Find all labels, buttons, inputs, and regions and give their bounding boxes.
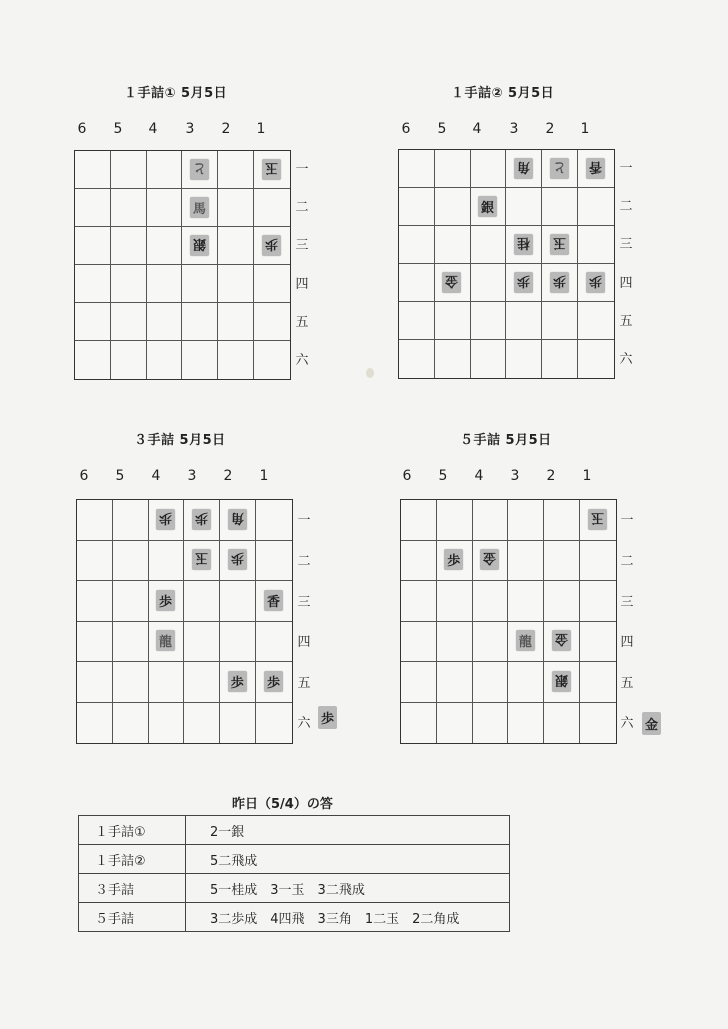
shogi-piece: 銀	[552, 671, 571, 692]
board-square	[147, 151, 183, 189]
board-square	[473, 541, 509, 582]
shogi-board	[400, 499, 617, 744]
answer-problem: １手詰②	[79, 845, 186, 874]
board-square	[542, 264, 578, 302]
board-square	[218, 227, 254, 265]
shogi-piece: 歩	[264, 671, 283, 692]
row-num: 一	[619, 161, 633, 176]
board-square	[75, 341, 111, 379]
shogi-piece: 角	[514, 158, 533, 179]
shogi-piece: 馬	[190, 197, 209, 218]
shogi-piece: 歩	[228, 671, 247, 692]
shogi-piece: 歩	[550, 272, 569, 293]
board-square	[437, 622, 473, 663]
board-square	[256, 703, 292, 744]
answer-problem: １手詰①	[79, 816, 186, 845]
board-square	[184, 622, 220, 663]
board-square	[220, 622, 256, 663]
board-square	[542, 226, 578, 264]
shogi-piece: 歩	[192, 509, 211, 530]
board-square	[111, 265, 147, 303]
board-square	[184, 581, 220, 622]
col-num: 2	[223, 468, 233, 484]
shogi-piece: 歩	[156, 590, 175, 611]
board-square	[254, 303, 290, 341]
board-square	[149, 500, 185, 541]
board-square	[218, 341, 254, 379]
col-num: 4	[148, 121, 158, 137]
col-num: 6	[401, 121, 411, 137]
board-square	[473, 500, 509, 541]
answer-problem: ５手詰	[79, 903, 186, 932]
board-square	[77, 662, 113, 703]
shogi-piece: 玉	[550, 234, 569, 255]
problem-title: １手詰② 5月5日	[451, 86, 555, 101]
board-square	[578, 340, 614, 378]
board-square	[77, 703, 113, 744]
board-square	[580, 703, 616, 744]
shogi-piece: 金	[442, 272, 461, 293]
row-num: 二	[619, 199, 633, 214]
board-square	[256, 622, 292, 663]
board-square	[75, 227, 111, 265]
board-square	[508, 500, 544, 541]
shogi-piece: 銀	[190, 235, 209, 256]
board-square	[149, 541, 185, 582]
row-num: 五	[295, 315, 309, 330]
col-num: 3	[510, 468, 520, 484]
answer-moves: 5一桂成 3一玉 3二飛成	[186, 874, 510, 903]
board-square	[401, 622, 437, 663]
shogi-piece: 香	[586, 158, 605, 179]
board-square	[113, 703, 149, 744]
col-num: 6	[79, 468, 89, 484]
col-num: 6	[77, 121, 87, 137]
col-num: 2	[221, 121, 231, 137]
board-square	[473, 662, 509, 703]
board-square	[401, 662, 437, 703]
row-num: 二	[620, 554, 634, 569]
row-num: 一	[295, 162, 309, 177]
row-num: 四	[295, 277, 309, 292]
board-square	[578, 150, 614, 188]
board-square	[113, 662, 149, 703]
board-square	[401, 581, 437, 622]
col-num: 1	[256, 121, 266, 137]
board-square	[435, 226, 471, 264]
shogi-piece: 金	[552, 630, 571, 651]
col-num: 5	[115, 468, 125, 484]
board-square	[580, 662, 616, 703]
board-square	[435, 340, 471, 378]
board-square	[256, 500, 292, 541]
col-num: 1	[259, 468, 269, 484]
board-square	[218, 151, 254, 189]
board-square	[435, 188, 471, 226]
board-square	[401, 703, 437, 744]
board-square	[473, 703, 509, 744]
table-row	[79, 845, 510, 874]
board-square	[113, 581, 149, 622]
board-square	[184, 662, 220, 703]
col-num: 3	[509, 121, 519, 137]
board-square	[254, 265, 290, 303]
board-square	[254, 341, 290, 379]
row-num: 六	[297, 716, 311, 731]
board-square	[471, 150, 507, 188]
shogi-piece: 龍	[156, 630, 175, 651]
board-square	[471, 188, 507, 226]
board-square	[506, 302, 542, 340]
board-square	[77, 581, 113, 622]
board-square	[147, 227, 183, 265]
board-square	[218, 189, 254, 227]
col-num: 4	[472, 121, 482, 137]
board-square	[113, 500, 149, 541]
shogi-piece: と	[550, 158, 569, 179]
row-num: 四	[620, 635, 634, 650]
board-square	[75, 189, 111, 227]
col-num: 1	[580, 121, 590, 137]
shogi-piece: 角	[228, 509, 247, 530]
board-square	[399, 340, 435, 378]
shogi-piece: 金	[480, 549, 499, 570]
board-square	[544, 581, 580, 622]
shogi-piece: 玉	[588, 509, 607, 530]
board-square	[182, 303, 218, 341]
board-square	[182, 151, 218, 189]
board-square	[75, 151, 111, 189]
board-square	[471, 340, 507, 378]
board-square	[508, 703, 544, 744]
board-square	[544, 622, 580, 663]
board-square	[220, 541, 256, 582]
board-square	[111, 227, 147, 265]
board-square	[113, 541, 149, 582]
answer-problem: ３手詰	[79, 874, 186, 903]
board-square	[75, 265, 111, 303]
row-num: 四	[297, 635, 311, 650]
board-square	[435, 302, 471, 340]
col-num: 6	[402, 468, 412, 484]
board-square	[182, 189, 218, 227]
board-square	[437, 662, 473, 703]
row-num: 二	[297, 554, 311, 569]
board-square	[111, 151, 147, 189]
board-square	[184, 500, 220, 541]
board-square	[149, 662, 185, 703]
board-square	[506, 264, 542, 302]
board-square	[254, 189, 290, 227]
shogi-piece: 龍	[516, 630, 535, 651]
board-square	[435, 264, 471, 302]
board-square	[182, 341, 218, 379]
board-square	[256, 541, 292, 582]
row-num: 一	[297, 513, 311, 528]
shogi-piece: と	[190, 159, 209, 180]
board-square	[254, 151, 290, 189]
board-square	[506, 226, 542, 264]
board-square	[437, 500, 473, 541]
board-square	[578, 264, 614, 302]
board-square	[182, 265, 218, 303]
col-num: 5	[113, 121, 123, 137]
board-square	[75, 303, 111, 341]
table-row	[79, 903, 510, 932]
col-num: 5	[438, 468, 448, 484]
board-square	[473, 622, 509, 663]
table-row	[79, 874, 510, 903]
shogi-piece: 歩	[586, 272, 605, 293]
col-num: 3	[187, 468, 197, 484]
board-square	[544, 703, 580, 744]
board-square	[471, 226, 507, 264]
shogi-piece: 玉	[262, 159, 281, 180]
paper-stain	[366, 368, 374, 378]
hand-piece: 金	[642, 712, 661, 735]
board-square	[149, 622, 185, 663]
col-num: 4	[151, 468, 161, 484]
row-num: 五	[297, 676, 311, 691]
board-square	[147, 303, 183, 341]
shogi-board	[76, 499, 293, 744]
row-num: 六	[620, 716, 634, 731]
board-square	[437, 703, 473, 744]
row-num: 五	[619, 314, 633, 329]
col-num: 4	[474, 468, 484, 484]
row-num: 三	[620, 595, 634, 610]
board-square	[580, 622, 616, 663]
board-square	[435, 150, 471, 188]
table-row	[79, 816, 510, 845]
col-num: 3	[185, 121, 195, 137]
board-square	[437, 581, 473, 622]
board-square	[542, 340, 578, 378]
answer-moves: 2一銀	[186, 816, 510, 845]
board-square	[401, 541, 437, 582]
board-square	[218, 265, 254, 303]
board-square	[506, 188, 542, 226]
board-square	[218, 303, 254, 341]
row-num: 三	[295, 238, 309, 253]
board-square	[508, 581, 544, 622]
board-square	[256, 581, 292, 622]
problem-title: １手詰① 5月5日	[124, 86, 228, 101]
problem-title: ５手詰 5月5日	[460, 433, 552, 448]
board-square	[147, 341, 183, 379]
board-square	[184, 541, 220, 582]
board-square	[578, 226, 614, 264]
board-square	[147, 189, 183, 227]
board-square	[220, 703, 256, 744]
board-square	[77, 622, 113, 663]
hand-piece: 歩	[318, 706, 337, 729]
row-num: 一	[620, 513, 634, 528]
board-square	[578, 188, 614, 226]
answer-moves: 3二歩成 4四飛 3三角 1二玉 2二角成	[186, 903, 510, 932]
row-num: 六	[619, 352, 633, 367]
answers-title: 昨日（5/4）の答	[232, 797, 333, 812]
board-square	[220, 581, 256, 622]
shogi-piece: 香	[264, 590, 283, 611]
board-square	[111, 341, 147, 379]
board-square	[580, 541, 616, 582]
shogi-piece: 歩	[514, 272, 533, 293]
answer-moves: 5二飛成	[186, 845, 510, 874]
board-square	[184, 703, 220, 744]
col-num: 1	[582, 468, 592, 484]
col-num: 5	[437, 121, 447, 137]
board-square	[399, 188, 435, 226]
board-square	[147, 265, 183, 303]
row-num: 二	[295, 200, 309, 215]
board-square	[437, 541, 473, 582]
board-square	[544, 500, 580, 541]
row-num: 六	[295, 353, 309, 368]
board-square	[182, 227, 218, 265]
answers-table	[78, 815, 510, 932]
board-square	[544, 662, 580, 703]
col-num: 2	[545, 121, 555, 137]
col-num: 2	[546, 468, 556, 484]
board-square	[399, 226, 435, 264]
board-square	[399, 264, 435, 302]
board-square	[111, 189, 147, 227]
row-num: 三	[297, 595, 311, 610]
row-num: 四	[619, 276, 633, 291]
board-square	[542, 188, 578, 226]
board-square	[508, 622, 544, 663]
shogi-piece: 桂	[514, 234, 533, 255]
board-square	[256, 662, 292, 703]
board-square	[220, 500, 256, 541]
board-square	[506, 150, 542, 188]
shogi-board	[74, 150, 291, 380]
board-square	[508, 662, 544, 703]
board-square	[471, 302, 507, 340]
shogi-piece: 歩	[444, 549, 463, 570]
board-square	[399, 150, 435, 188]
board-square	[580, 500, 616, 541]
board-square	[149, 581, 185, 622]
board-square	[542, 302, 578, 340]
board-square	[506, 340, 542, 378]
board-square	[111, 303, 147, 341]
board-square	[220, 662, 256, 703]
board-square	[149, 703, 185, 744]
board-square	[254, 227, 290, 265]
board-square	[401, 500, 437, 541]
board-square	[399, 302, 435, 340]
shogi-piece: 歩	[262, 235, 281, 256]
shogi-piece: 銀	[478, 196, 497, 217]
shogi-piece: 歩	[228, 549, 247, 570]
board-square	[77, 541, 113, 582]
board-square	[542, 150, 578, 188]
board-square	[471, 264, 507, 302]
board-square	[578, 302, 614, 340]
board-square	[544, 541, 580, 582]
board-square	[77, 500, 113, 541]
board-square	[508, 541, 544, 582]
shogi-board	[398, 149, 615, 379]
shogi-piece: 玉	[192, 549, 211, 570]
board-square	[580, 581, 616, 622]
board-square	[473, 581, 509, 622]
row-num: 三	[619, 237, 633, 252]
row-num: 五	[620, 676, 634, 691]
problem-title: ３手詰 5月5日	[134, 433, 226, 448]
board-square	[113, 622, 149, 663]
shogi-piece: 歩	[156, 509, 175, 530]
